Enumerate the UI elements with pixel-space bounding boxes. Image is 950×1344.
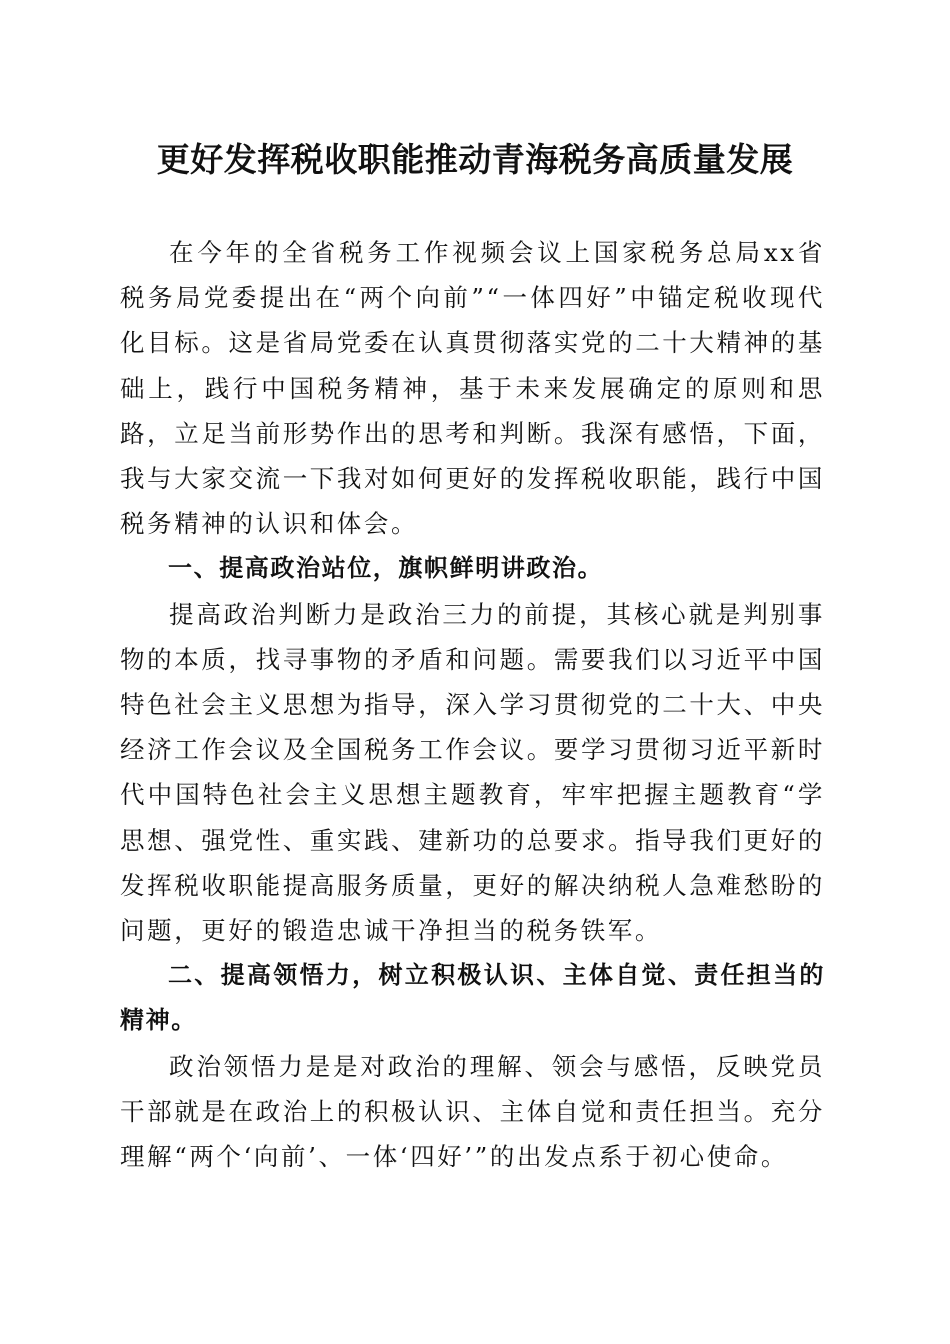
intro-paragraph: 在今年的全省税务工作视频会议上国家税务总局xx省税务局党委提出在“两个向前”“一体四好”中锚定税收现代化目标。这是省局党委在认真贯彻落实党的二十大精神的基础上，践行中国税务精神，基于未来发展确定的原则和思路，立足当前形势作出的思考和判断。我深有感悟，下面，我与大家交流一下我对如何更好的发挥税收职能，践行中国税务精神的认识和体会。 [120,238,825,539]
section-heading-1: 一、提高政治站位，旗帜鲜明讲政治。 [168,554,604,583]
document-title: 更好发挥税收职能推动青海税务高质量发展 [156,140,794,179]
section-1-paragraph: 提高政治判断力是政治三力的前提，其核心就是判别事物的本质，找寻事物的矛盾和问题。需要我们以习近平中国特色社会主义思想为指导，深入学习贯彻党的二十大、中央经济工作会议及全国税务工作会议。要学习贯彻习近平新时代中国特色社会主义思想主题教育，牢牢把握主题教育“学思想、强党性、重实践、建新功的总要求。指导我们更好的发挥税收职能提高服务质量，更好的解决纳税人急难愁盼的问题，更好的锻造忠诚干净担当的税务铁军。 [120,599,825,946]
section-heading-2: 二、提高领悟力，树立积极认识、主体自觉、责任担当的精神。 [120,961,825,1035]
section-2-paragraph: 政治领悟力是是对政治的理解、领会与感悟，反映党员干部就是在政治上的积极认识、主体自觉和责任担当。充分理解“两个‘向前’、一体‘四好’”的出发点系于初心使命。 [120,1051,825,1172]
document-body [120,230,825,1179]
